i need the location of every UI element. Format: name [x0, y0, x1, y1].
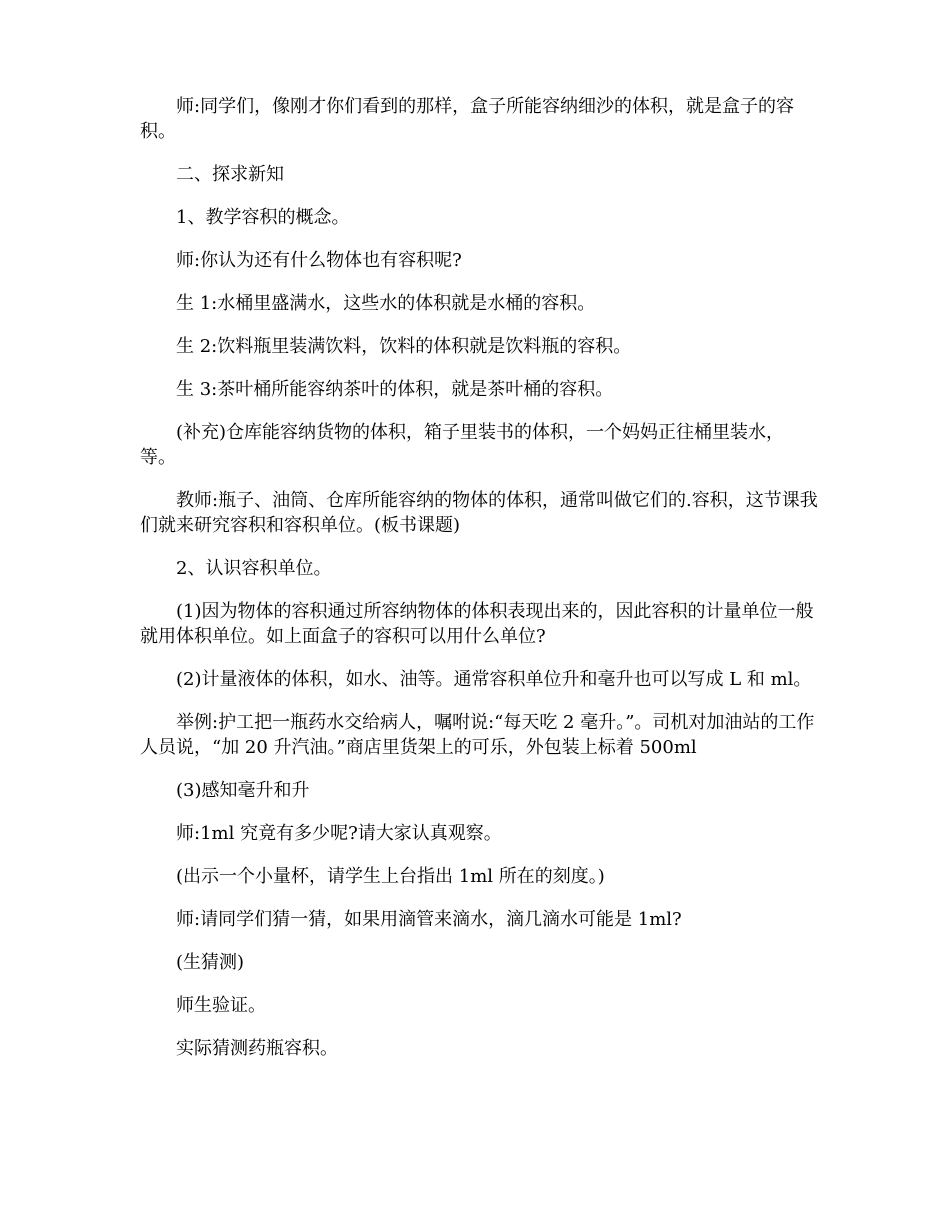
paragraph: 生 1:水桶里盛满水，这些水的体积就是水桶的容积。: [176, 293, 596, 314]
document-body: [140, 94, 820, 1079]
subsection-heading: 2、认识容积单位。: [176, 558, 332, 579]
paragraph: 师:同学们，像刚才你们看到的那样，盒子所能容纳细沙的体积，就是盒子的容积。: [140, 96, 795, 142]
section-heading: 二、探求新知: [176, 164, 284, 185]
paragraph: (3)感知毫升和升: [176, 780, 310, 801]
paragraph: 举例:护工把一瓶药水交给病人，嘱咐说:“每天吃 2 毫升。”。司机对加油站的工作人员说，“加 20 升汽油。”商店里货架上的可乐，外包装上标着 500ml: [140, 712, 815, 758]
paragraph: 实际猜测药瓶容积。: [176, 1038, 338, 1059]
paragraph: 师:请同学们猜一猜，如果用滴管来滴水，滴几滴水可能是 1ml?: [176, 909, 682, 930]
paragraph: (1)因为物体的容积通过所容纳物体的体积表现出来的，因此容积的计量单位一般就用体积单位。如上面盒子的容积可以用什么单位?: [140, 601, 814, 647]
paragraph: (出示一个小量杯，请学生上台指出 1ml 所在的刻度。): [176, 866, 605, 887]
paragraph: 师:你认为还有什么物体也有容积呢?: [176, 250, 462, 271]
paragraph: (补充)仓库能容纳货物的体积，箱子里装书的体积，一个妈妈正往桶里装水，等。: [140, 422, 785, 468]
paragraph: 师生验证。: [176, 995, 266, 1016]
paragraph: (生猜测): [176, 952, 245, 973]
paragraph: (2)计量液体的体积，如水、油等。通常容积单位升和毫升也可以写成 L 和 ml。: [176, 669, 812, 690]
paragraph: 生 2:饮料瓶里装满饮料，饮料的体积就是饮料瓶的容积。: [176, 336, 632, 357]
subsection-heading: 1、教学容积的概念。: [176, 207, 350, 228]
paragraph: 教师:瓶子、油筒、仓库所能容纳的物体的体积，通常叫做它们的.容积，这节课我们就来研究容积和容积单位。(板书课题): [140, 490, 818, 536]
paragraph: 师:1ml 究竟有多少呢?请大家认真观察。: [176, 823, 502, 844]
paragraph: 生 3:茶叶桶所能容纳茶叶的体积，就是茶叶桶的容积。: [176, 379, 614, 400]
